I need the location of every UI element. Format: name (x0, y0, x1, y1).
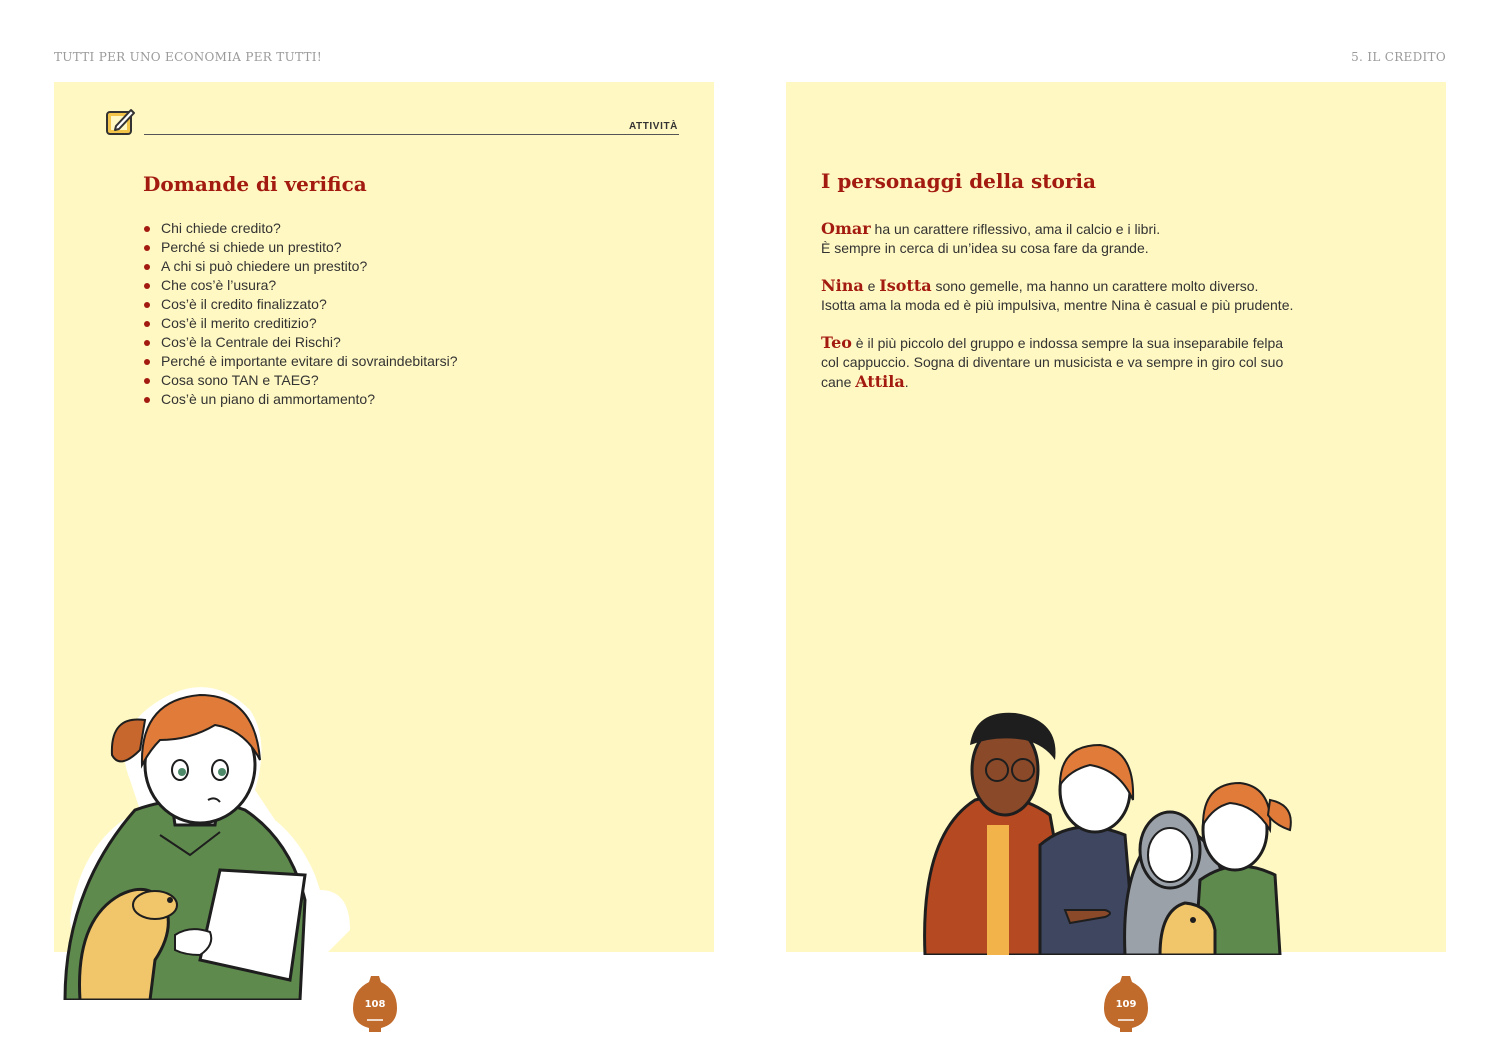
page-number-badge (1102, 972, 1150, 1034)
characters-group-illustration (875, 705, 1315, 955)
list-item: Chi chiede credito? (143, 219, 663, 238)
girl-reading-illustration (50, 670, 370, 1000)
list-item: Cos’è il merito creditizio? (143, 314, 663, 333)
character-text: è il più piccolo del gruppo e indossa sempre la sua inseparabile felpa (851, 335, 1284, 351)
character-text: col cappuccio. Sogna di diventare un musicista e va sempre in giro col suo (821, 354, 1284, 370)
list-item: Perché si chiede un prestito? (143, 238, 663, 257)
character-text: . (904, 374, 909, 390)
page-number: 109 (1115, 999, 1137, 1010)
character-text: e (863, 278, 880, 294)
character-omar (821, 219, 1361, 258)
character-nina-isotta (821, 276, 1361, 315)
activity-divider (144, 134, 679, 135)
character-text: È sempre in cerca di un’idea su cosa fare da grande. (821, 240, 1149, 256)
list-item: Perché è importante evitare di sovraindebitarsi? (143, 352, 663, 371)
page-title: I personaggi della storia (821, 169, 1096, 193)
pencil-note-icon (105, 106, 137, 136)
character-text: Isotta ama la moda ed è più impulsiva, mentre Nina è casual e più prudente. (821, 297, 1294, 313)
list-item: Cosa sono TAN e TAEG? (143, 371, 663, 390)
list-item: Cos’è il credito finalizzato? (143, 295, 663, 314)
running-header-left: TUTTI PER UNO ECONOMIA PER TUTTI! (54, 50, 322, 64)
page-number-badge (351, 972, 399, 1034)
page-number: 108 (364, 999, 386, 1010)
character-name: Isotta (879, 276, 932, 295)
list-item: Cos’è un piano di ammortamento? (143, 390, 663, 409)
character-text: sono gemelle, ma hanno un carattere molto diverso. (931, 278, 1259, 294)
list-item: Cos’è la Centrale dei Rischi? (143, 333, 663, 352)
character-teo (821, 333, 1361, 392)
character-name: Nina (821, 276, 864, 295)
question-list (143, 219, 663, 409)
character-name: Omar (821, 219, 871, 238)
character-text: ha un carattere riflessivo, ama il calcio e i libri. (870, 221, 1161, 237)
character-text: cane (821, 374, 856, 390)
running-header-right: 5. IL CREDITO (1351, 50, 1446, 64)
activity-label: ATTIVITÀ (628, 121, 678, 132)
page-title: Domande di verifica (143, 172, 367, 196)
list-item: A chi si può chiedere un prestito? (143, 257, 663, 276)
character-name: Attila (855, 372, 905, 391)
list-item: Che cos’è l’usura? (143, 276, 663, 295)
character-name: Teo (821, 333, 852, 352)
